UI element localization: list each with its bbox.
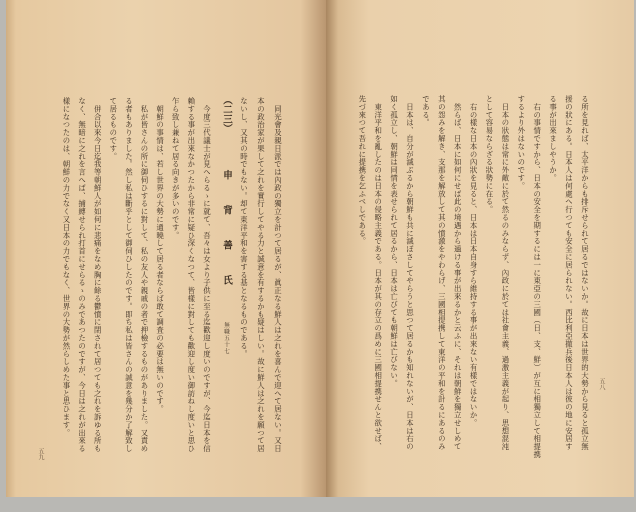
text-column: 如く孤立し、朝鮮は同情を表せられて居るから、日本は亡びても朝鮮は亡びない。 (389, 95, 399, 388)
text-column: 今度三代議士が見へらるゝに就て、吾々は女より子供に至る迄歡迎し度いのですが、今迄日本を信 (202, 97, 212, 453)
page-number-left: 五九 (37, 448, 44, 460)
section-title: 申 背 善 氏 (221, 170, 232, 293)
text-column: る事が出來ましやうか。 (548, 95, 558, 182)
text-column: 樣になつたのは、朝鮮の力でなく又日本の力でもなく、世界の大勢が然らしめた事と思ひます。 (62, 97, 71, 437)
text-column: て居るものです。 (108, 97, 118, 161)
text-column: 右の樣な日本の內狀を見ると、日本は日本自身すら維持する事が出來ない有樣ではないか。 (469, 95, 479, 427)
open-book (6, 0, 634, 497)
text-column: 先づ來つて吾れに提携を乞ふべしである。 (357, 95, 367, 246)
text-column: として容易ならざる狀勢に在る。 (485, 95, 494, 214)
text-column: る者もありました。然し私は斷乎として御伺ひしたのです。即ち私は皆さんの誠意を幾分か了解致し (124, 97, 134, 453)
text-column: 私が皆さんの所に御伺ひするに對して、私の友人や親戚の者で押檢するものがありました。又責め (140, 97, 149, 453)
text-column: 同光會及親日派では內政の獨立を計つて居るが、眞正なる鮮人は之れを喜んで迎へて居ない。又日 (273, 97, 283, 453)
text-column: る所を見れば、太平洋からも排斥せられて居るではないか。故に日本は世界的大勢から見ると孤立無 (580, 95, 590, 451)
text-column: 東洋平和を亂したのは日本の侵略主義である。日本が其の存立の爲めに三國相提携せんと欲せば、 (373, 95, 383, 451)
text-column: 援の狀にある。日本人は何處へ行つても安全に居られない。西比利亞撤兵後日本人は彼の地に安居す (564, 95, 574, 451)
page-number-right: 五八 (598, 378, 605, 390)
text-column: 併合以來今日迄我等朝鮮人が如何に悲痛をなめ胸に餘る鬱憤に閉されて居つても之れを訴ゆる所も (93, 97, 103, 453)
right-page (326, 0, 634, 497)
left-page (6, 0, 326, 497)
text-column: 朝鮮の事情は、若し世界の大勢に通曉して居る者ならば敢て調査の必要は無いのです。 (155, 97, 165, 413)
text-column: 右の事情ですから、日本の安全を期するには一に東亞の三國（日、支、鮮）が互に相獨立して相提携 (532, 95, 542, 459)
text-column: なく、無暗に之れを言へば、捕縛せられ打首にせらるゝのみであつたのですが、今日は之れが出來る (77, 97, 87, 453)
text-column: 日本は、自分が滅ぶるから朝鮮も共に滅ぼさしてやらうと思つて居るかも知れないが、日本は右の (405, 95, 415, 451)
text-column: 乍ら致し兼ねて居る向きが多いのです。 (171, 97, 181, 240)
section-note: 無職五十七 (223, 322, 229, 355)
text-column: 日本の狀態は常に外敵に於て然るのみならず、內政に於ては社會主義、過激主義が起り、思想混沌 (500, 95, 510, 451)
text-column: 賴する事が出來なかつたから非常に疑ひ深くなつて、皆樣に對しても歡迎し度い御訪ねし度いと思ひ (186, 97, 196, 453)
text-column: するより外はないのです。 (516, 95, 526, 190)
text-column: 其の怨みを解き、支那を解放して其の憤激をやわらげ、三國相提携して東洋の平和を計るにあるのみ (437, 95, 447, 451)
text-column: である。 (421, 95, 431, 127)
section-number: （二三） (221, 95, 232, 133)
text-column: 本の政治家が果して之れを實行してやる力と誠意を有するかも疑はしい。故に鮮人は之れを願つて居 (256, 97, 266, 453)
text-column: ないし、又其の時でもない。却て東洋平和を害する基となるものである。 (239, 97, 249, 358)
text-column: 然らば、日本に如何にせば此の境遇から遁ける事が出來るかと云ふに、それは朝鮮を獨立せしめて (453, 95, 463, 451)
